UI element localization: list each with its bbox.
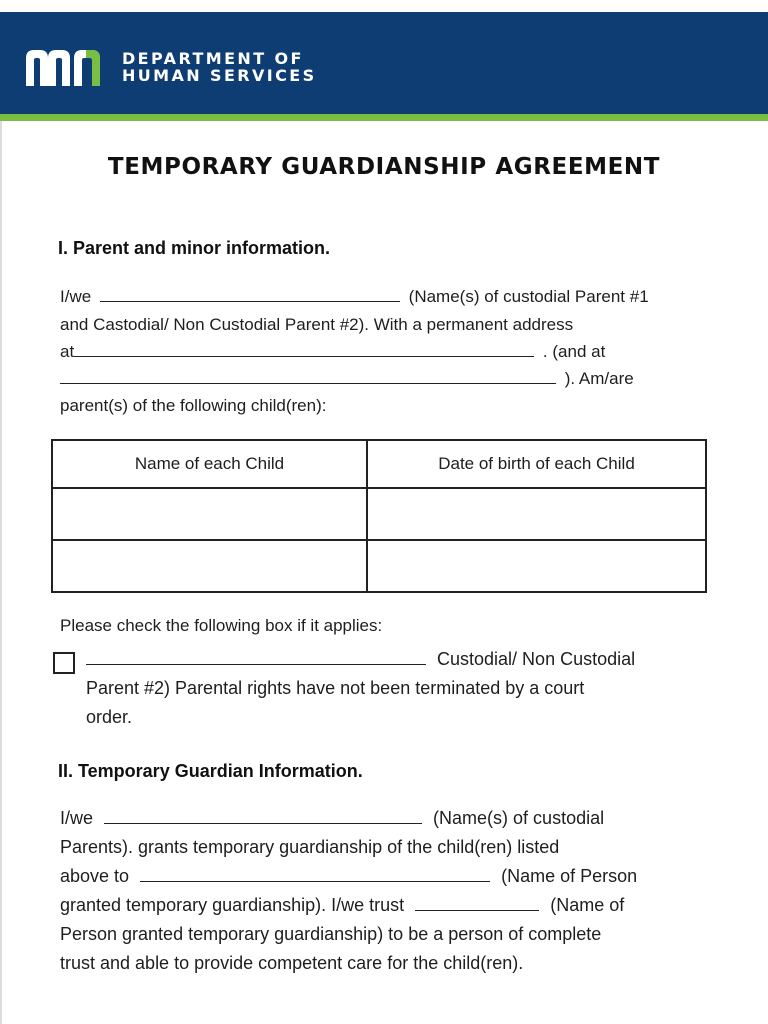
text: (Name(s) of custodial [433, 808, 605, 828]
section-2-line-6: trust and able to provide competent care for the child(ren). [60, 953, 524, 973]
second-address-blank[interactable] [60, 370, 556, 384]
guardian-name-blank[interactable] [140, 868, 490, 882]
table-row [52, 488, 706, 540]
text: above to [60, 866, 130, 886]
section-1-line-1 [60, 287, 649, 307]
section-1-line-2: and Castodial/ Non Custodial Parent #2). With a permanent address [60, 315, 574, 334]
parent-names-blank[interactable] [100, 288, 400, 302]
table-header-row [52, 440, 706, 488]
section-2-heading: II. Temporary Guardian Information. [58, 761, 363, 781]
child-dob-cell[interactable] [367, 488, 706, 540]
section-1-heading: I. Parent and minor information. [58, 238, 331, 258]
section-2-line-5: Person granted temporary guardianship) to be a person of complete [60, 924, 602, 944]
permanent-address-blank[interactable] [74, 343, 534, 357]
parent-name-blank[interactable] [86, 651, 426, 665]
text: I/we [60, 287, 92, 306]
table-row [52, 540, 706, 592]
section-1-line-5: parent(s) of the following child(ren): [60, 396, 327, 415]
header-banner [0, 12, 768, 116]
text: (Name of [550, 895, 625, 915]
parental-rights-checkbox[interactable] [53, 652, 75, 674]
check-line-3: order. [86, 707, 133, 727]
department-line-1: DEPARTMENT OF [122, 49, 304, 68]
trusted-person-blank[interactable] [415, 897, 539, 911]
text: granted temporary guardianship). I/we trust [60, 895, 405, 915]
section-1-line-3 [60, 342, 605, 362]
text: . (and at [542, 342, 606, 361]
column-header-dob: Date of birth of each Child [367, 440, 706, 488]
custodial-parent-names-blank[interactable] [104, 810, 422, 824]
child-name-cell[interactable] [52, 540, 367, 592]
department-name [122, 50, 317, 84]
text: (Name(s) of custodial Parent #1 [408, 287, 649, 306]
text: ). Am/are [564, 369, 634, 388]
page-edge [0, 121, 2, 1024]
child-name-cell[interactable] [52, 488, 367, 540]
children-table [51, 439, 707, 593]
check-instruction: Please check the following box if it applies: [60, 616, 383, 635]
header-accent-bar [0, 114, 768, 121]
text: at [60, 342, 75, 361]
text: Custodial/ Non Custodial [437, 649, 636, 669]
text: I/we [60, 808, 94, 828]
section-2-line-2: Parents). grants temporary guardianship of the child(ren) listed [60, 837, 560, 857]
text: (Name of Person [501, 866, 638, 886]
check-line-2: Parent #2) Parental rights have not been terminated by a court [86, 678, 585, 698]
section-1-line-4 [60, 369, 634, 389]
column-header-name: Name of each Child [52, 440, 367, 488]
child-dob-cell[interactable] [367, 540, 706, 592]
mn-logo [26, 50, 112, 86]
section-2-line-3 [60, 866, 637, 886]
section-2-line-4 [60, 895, 624, 915]
section-2-line-1 [60, 808, 604, 828]
department-line-2: HUMAN SERVICES [122, 66, 317, 85]
document-title: TEMPORARY GUARDIANSHIP AGREEMENT [107, 154, 661, 180]
check-line-1 [86, 649, 635, 669]
